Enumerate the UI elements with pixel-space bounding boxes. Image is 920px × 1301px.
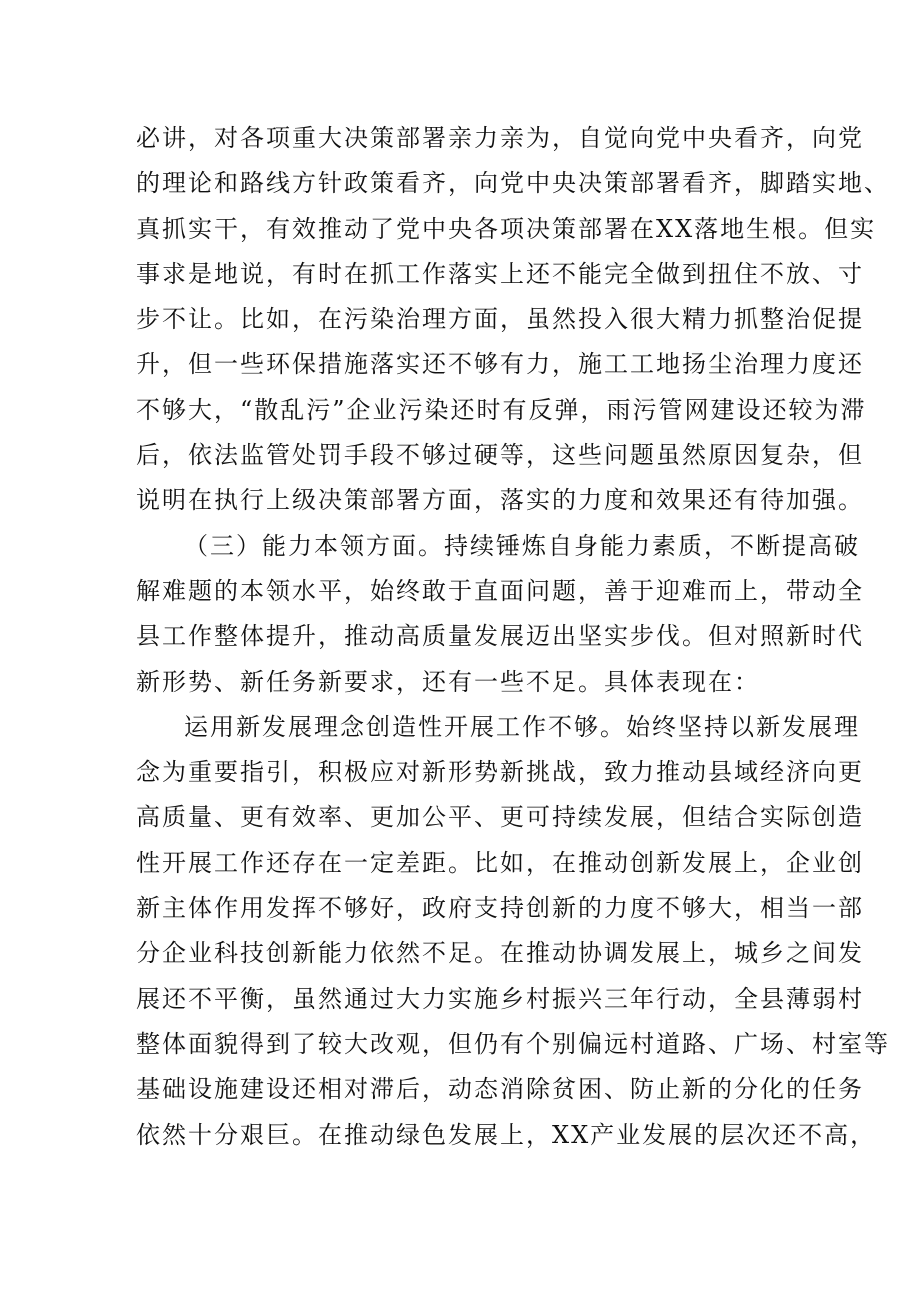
- text-line: 必讲，对各项重大决策部署亲力亲为，自觉向党中央看齐，向党: [136, 124, 864, 152]
- text-line: 真抓实干，有效推动了党中央各项决策部署在XX落地生根。但实: [136, 214, 877, 243]
- text-line: 的理论和路线方针政策看齐，向党中央决策部署看齐，脚踏实地、: [136, 169, 890, 198]
- text-line: 分企业科技创新能力依然不足。在推动协调发展上，城乡之间发: [136, 939, 864, 968]
- paragraph-start-line: 运用新发展理念创造性开展工作不够。始终坚持以新发展理: [184, 712, 860, 741]
- text-line: 基础设施建设还相对滞后，动态消除贫困、防止新的分化的任务: [136, 1075, 864, 1104]
- text-line: 念为重要指引，积极应对新形势新挑战，致力推动县域经济向更: [136, 758, 864, 787]
- section-heading-line: （三）能力本领方面。持续锤炼自身能力素质，不断提高破: [184, 531, 860, 560]
- text-line: 说明在执行上级决策部署方面，落实的力度和效果还有待加强。: [136, 486, 864, 515]
- text-line: 依然十分艰巨。在推动绿色发展上，XX产业发展的层次还不高，: [136, 1120, 877, 1149]
- body-text: [136, 116, 890, 1158]
- text-line: 新形势、新任务新要求，还有一些不足。具体表现在：: [136, 667, 760, 696]
- text-line: 后，依法监管处罚手段不够过硬等，这些问题虽然原因复杂，但: [136, 441, 864, 470]
- text-line: 升，但一些环保措施落实还不够有力，施工工地扬尘治理力度还: [136, 350, 864, 379]
- text-line: 整体面貌得到了较大改观，但仍有个别偏远村道路、广场、村室等: [136, 1029, 890, 1058]
- text-line: 高质量、更有效率、更加公平、更可持续发展，但结合实际创造: [136, 803, 864, 832]
- text-line: 事求是地说，有时在抓工作落实上还不能完全做到扭住不放、寸: [136, 259, 864, 288]
- text-line: 步不让。比如，在污染治理方面，虽然投入很大精力抓整治促提: [136, 305, 864, 334]
- text-line: 县工作整体提升，推动高质量发展迈出坚实步伐。但对照新时代: [136, 622, 864, 651]
- text-line: 新主体作用发挥不够好，政府支持创新的力度不够大，相当一部: [136, 894, 864, 923]
- text-line: 展还不平衡，虽然通过大力实施乡村振兴三年行动，全县薄弱村: [136, 984, 864, 1013]
- text-line: 性开展工作还存在一定差距。比如，在推动创新发展上，企业创: [136, 848, 864, 877]
- text-line: 解难题的本领水平，始终敢于直面问题，善于迎难而上，带动全: [136, 576, 864, 605]
- text-line: 不够大，“散乱污”企业污染还时有反弹，雨污管网建设还较为滞: [136, 395, 867, 424]
